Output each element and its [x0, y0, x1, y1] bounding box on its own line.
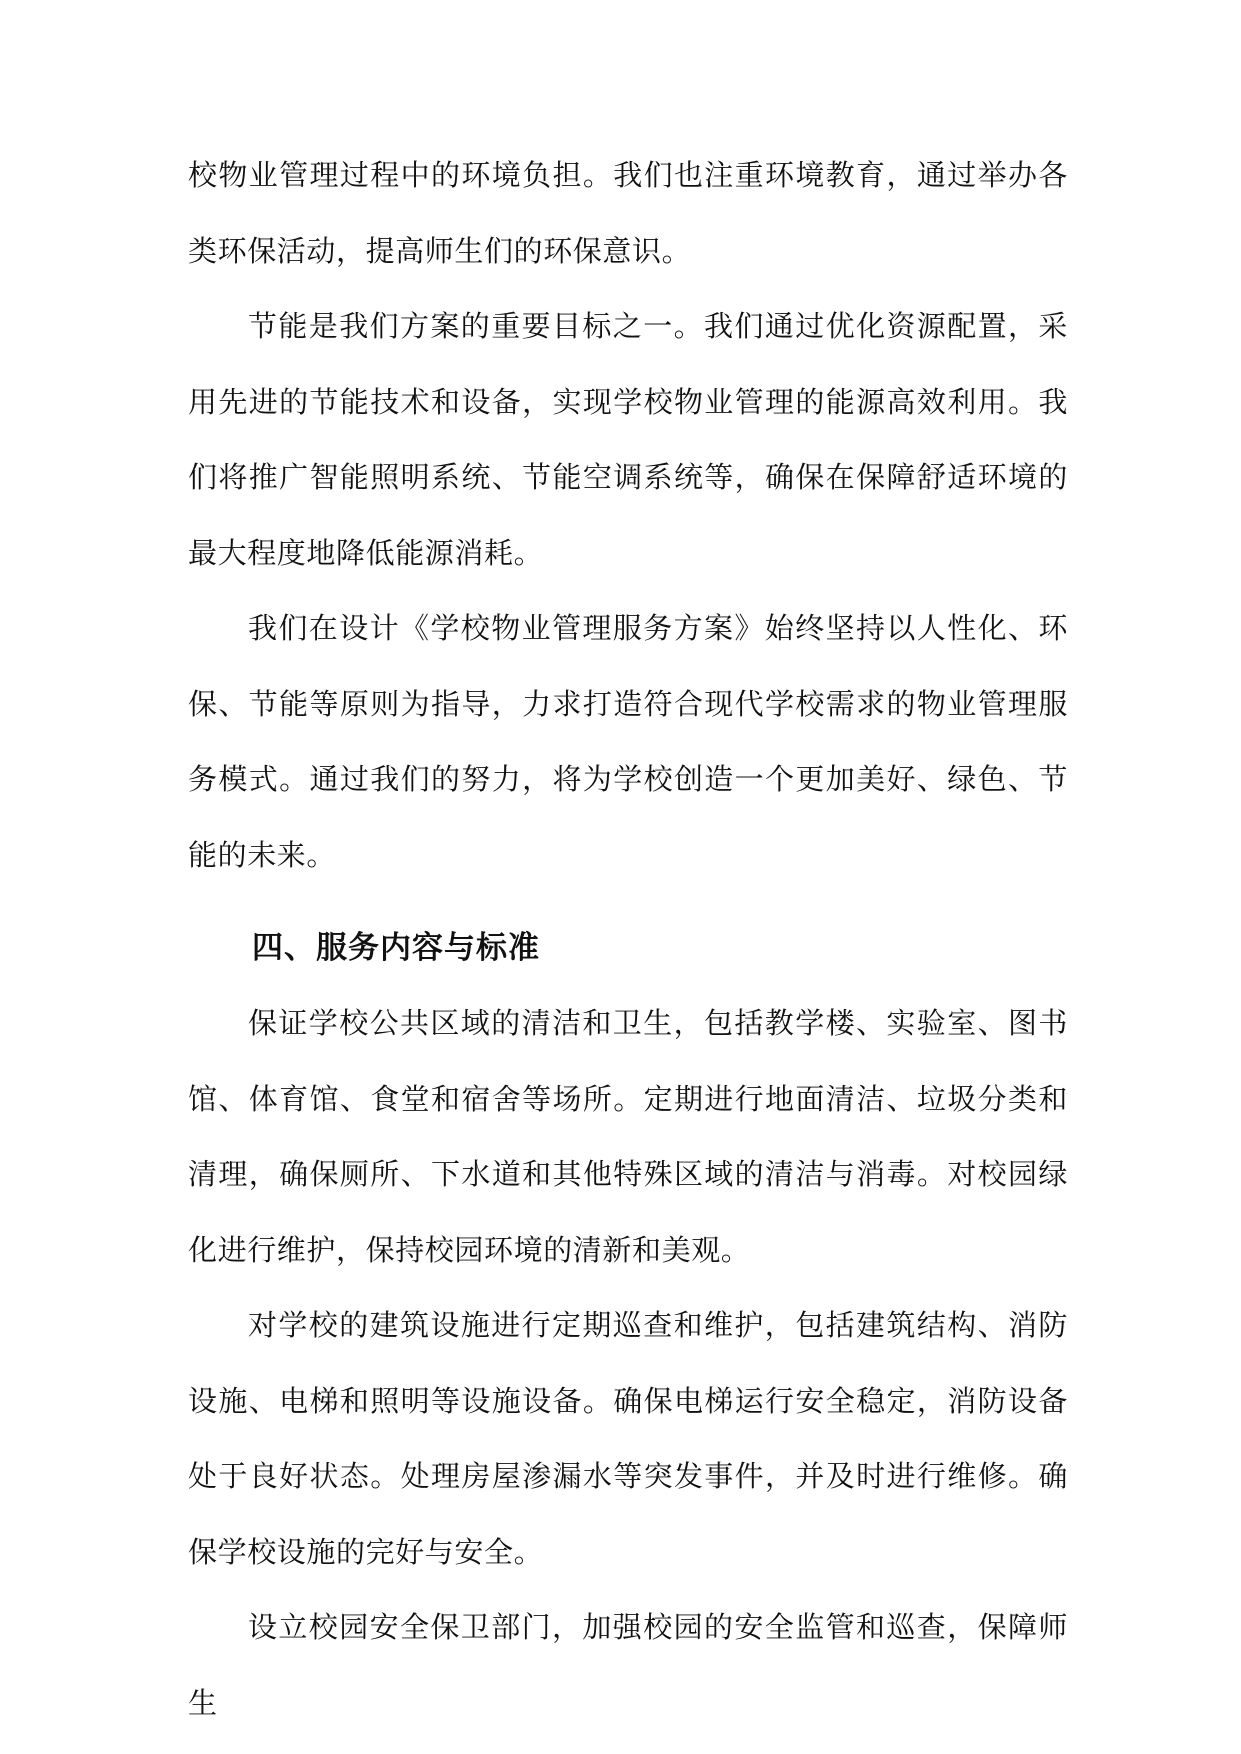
- document-body: [188, 138, 1068, 1741]
- section-heading: 四、服务内容与标准: [252, 930, 540, 966]
- paragraph-environment-continued: 校物业管理过程中的环境负担。我们也注重环境教育，通过举办各类环保活动，提高师生们的环保意识。: [188, 158, 1068, 268]
- paragraph-design-principles: 我们在设计《学校物业管理服务方案》始终坚持以人性化、环保、节能等原则为指导，力求打造符合现代学校需求的物业管理服务模式。通过我们的努力，将为学校创造一个更加美好、绿色、节能的未来。: [188, 611, 1068, 872]
- paragraph-security-service: 设立校园安全保卫部门，加强校园的安全监管和巡查，保障师生: [188, 1610, 1068, 1720]
- heading-spacer: [188, 893, 1068, 911]
- paragraph-facility-maintenance: 对学校的建筑设施进行定期巡查和维护，包括建筑结构、消防设施、电梯和照明等设施设备。确保电梯运行安全稳定，消防设备处于良好状态。处理房屋渗漏水等突发事件，并及时进行维修。确保学校设施的完好与安全。: [188, 1308, 1068, 1569]
- paragraph-cleaning-service: 保证学校公共区域的清洁和卫生，包括教学楼、实验室、图书馆、体育馆、食堂和宿舍等场所。定期进行地面清洁、垃圾分类和清理，确保厕所、下水道和其他特殊区域的清洁与消毒。对校园绿化进行维护，保持校园环境的清新和美观。: [188, 1006, 1068, 1267]
- paragraph-energy-saving: 节能是我们方案的重要目标之一。我们通过优化资源配置，采用先进的节能技术和设备，实现学校物业管理的能源高效利用。我们将推广智能照明系统、节能空调系统等，确保在保障舒适环境的最大程度地降低能源消耗。: [188, 309, 1068, 570]
